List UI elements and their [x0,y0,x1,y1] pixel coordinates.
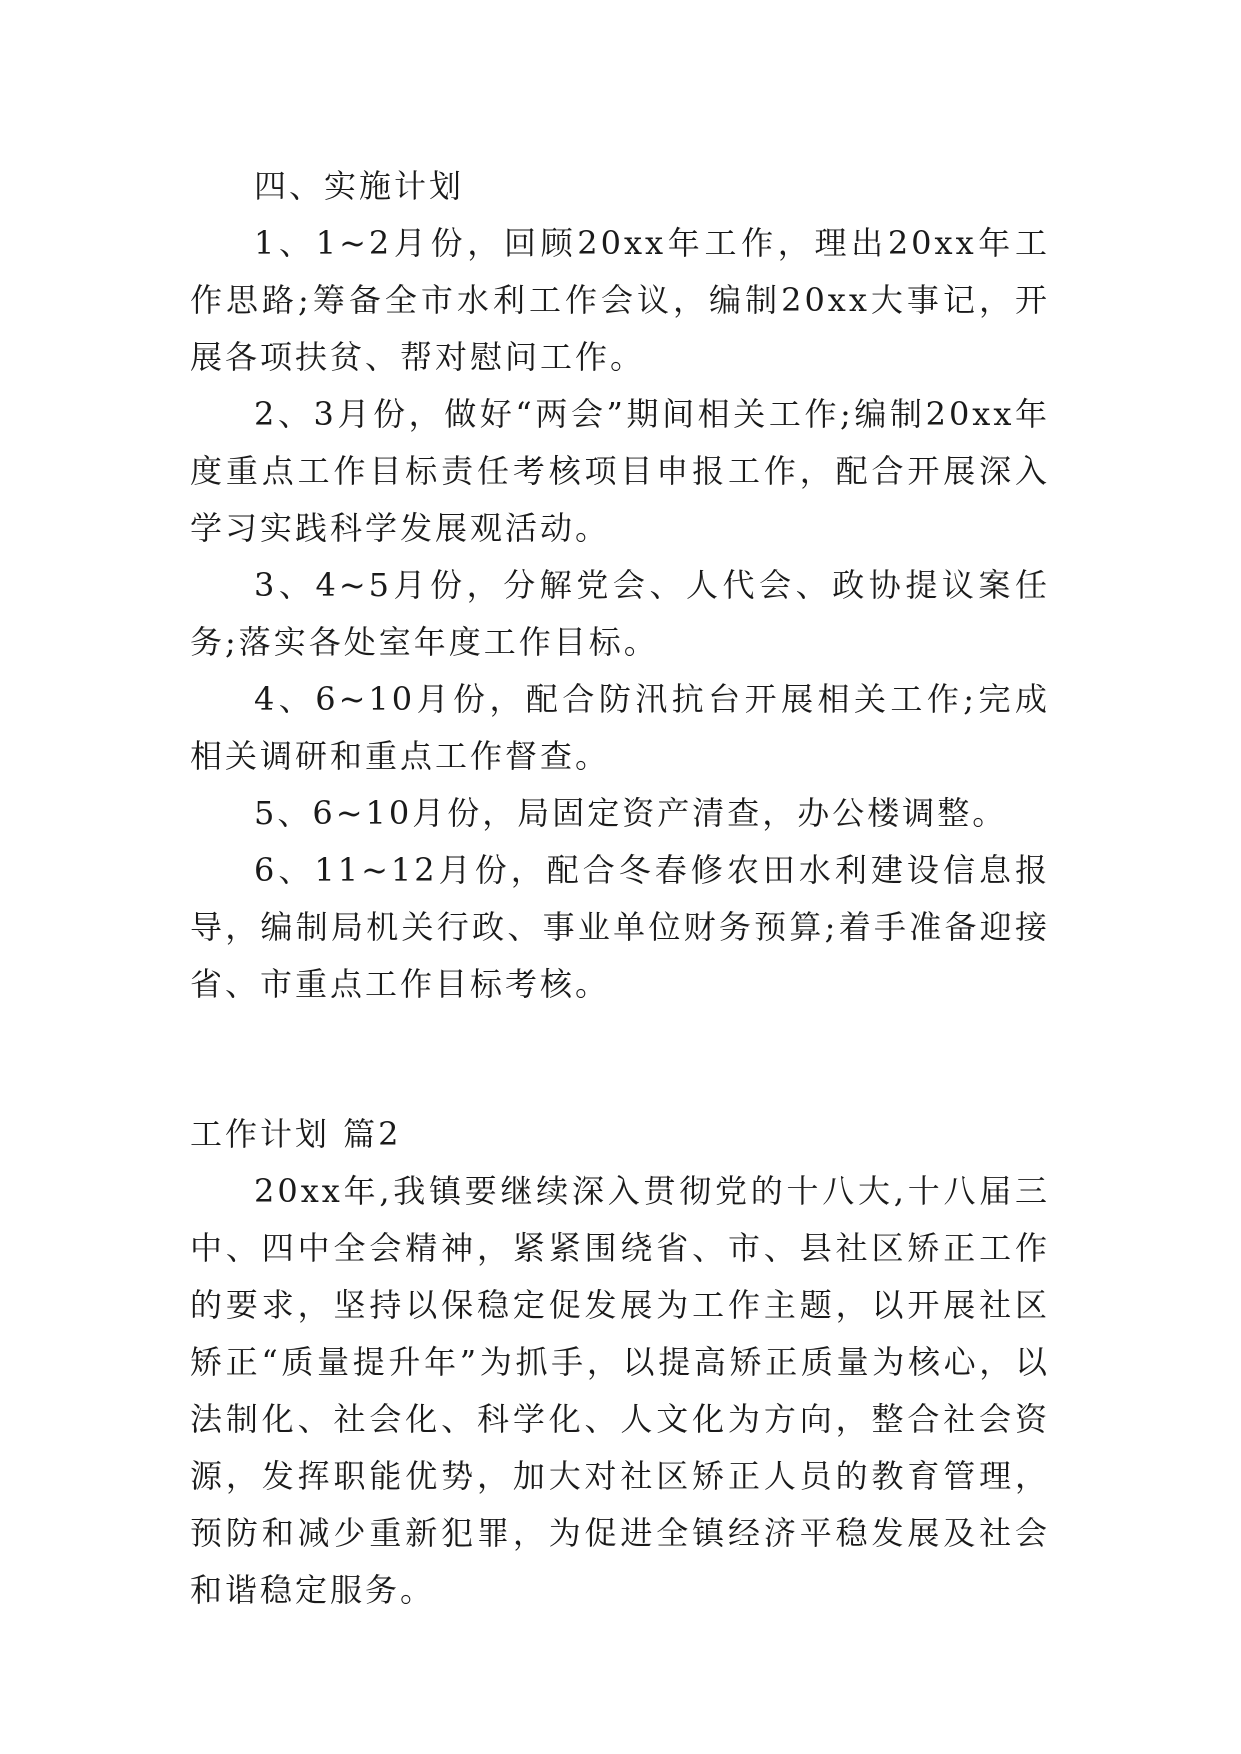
section-heading: 四、实施计划 [254,167,465,205]
plan-items [190,215,1050,1013]
plan-two-title: 工作计划 篇2 [190,1115,402,1153]
plan-item-5: 5、6~10月份，局固定资产清查，办公楼调整。 [254,794,1008,832]
plan-item-1: 1、1~2月份，回顾20xx年工作，理出20xx年工作思路;筹备全市水利工作会议，编制20xx大事记，开展各项扶贫、帮对慰问工作。 [190,224,1050,376]
plan-two-section [190,1163,1050,1619]
plan-item-6: 6、11~12月份，配合冬春修农田水利建设信息报导，编制局机关行政、事业单位财务预算;着手准备迎接省、市重点工作目标考核。 [190,851,1050,1003]
plan-two-body: 20xx年,我镇要继续深入贯彻党的十八大,十八届三中、四中全会精神，紧紧围绕省、市、县社区矫正工作的要求，坚持以保稳定促发展为工作主题，以开展社区矫正“质量提升年”为抓手，以提高矫正质量为核心，以法制化、社会化、科学化、人文化为方向，整合社会资源，发挥职能优势，加大对社区矫正人员的教育管理，预防和减少重新犯罪，为促进全镇经济平稳发展及社会和谐稳定服务。 [190,1172,1050,1609]
plan-item-4: 4、6~10月份，配合防汛抗台开展相关工作;完成相关调研和重点工作督查。 [190,680,1050,775]
plan-item-2: 2、3月份，做好“两会”期间相关工作;编制20xx年度重点工作目标责任考核项目申报工作，配合开展深入学习实践科学发展观活动。 [190,395,1050,547]
plan-item-3: 3、4~5月份，分解党会、人代会、政协提议案任务;落实各处室年度工作目标。 [190,566,1050,661]
